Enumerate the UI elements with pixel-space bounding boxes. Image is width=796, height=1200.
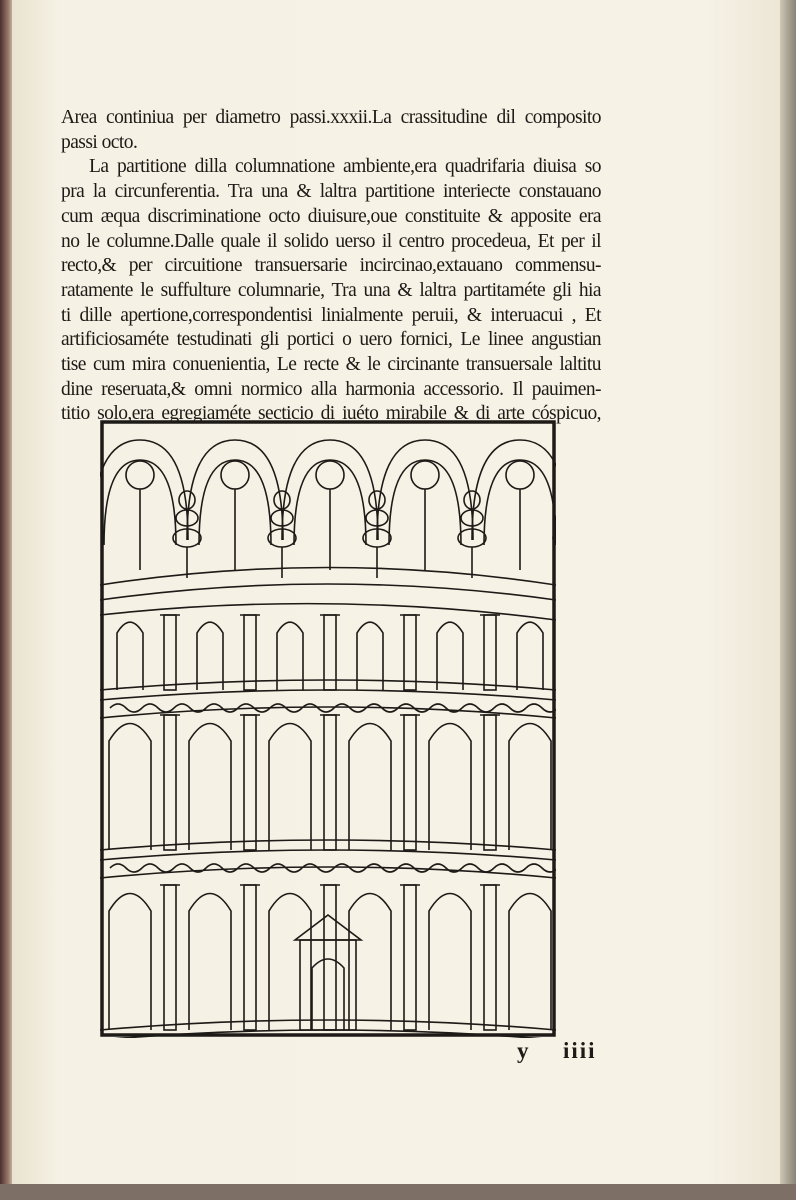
signature-mark: y — [517, 1038, 529, 1063]
text-line: Area continiua per diametro passi.xxxii.La crassitudine dil composito — [61, 107, 601, 128]
text-line: artificiosaméte testudinati gli portici o uero fornici, Le linee angustian — [61, 329, 601, 351]
text-line: ti dille apertione,correspondentisi linialmente peruii, & interuacui , Et — [61, 304, 601, 326]
text-line: passi octo. — [61, 131, 138, 153]
folio-number: iiii — [563, 1038, 597, 1063]
page-bottom-edge — [0, 1184, 796, 1200]
body-text — [61, 106, 601, 427]
text-line: no le columne.Dalle quale il solido uerso il centro procedeua, Et per il — [61, 230, 601, 252]
text-line: ratamente le suffulture columnarie, Tra una & laltra partitaméte gli hia — [61, 279, 601, 301]
text-line: tise cum mira conuenientia, Le recte & le circinante transuersale laltitu — [61, 354, 601, 376]
text-line: titio solo,era egregiaméte secticio di iuéto mirabile & di arte cóspicuo, — [61, 403, 601, 425]
text-line: pra la circunferentia. Tra una & laltra partitione interiecte constauano — [61, 181, 601, 203]
text-line: La partitione dilla columnatione ambiente,era quadrifaria diuisa so — [89, 156, 601, 178]
text-line: dine reseruata,& omni normico alla harmonia accessorio. Il pauimen- — [61, 378, 601, 400]
text-line: recto,& per circuitione transuersarie incircinao,extauano commensu- — [61, 255, 601, 277]
page-edge — [780, 0, 796, 1200]
woodcut-illustration — [100, 420, 556, 1038]
text-line: cum æqua discriminatione octo diuisure,oue constituite & apposite era — [61, 205, 601, 227]
